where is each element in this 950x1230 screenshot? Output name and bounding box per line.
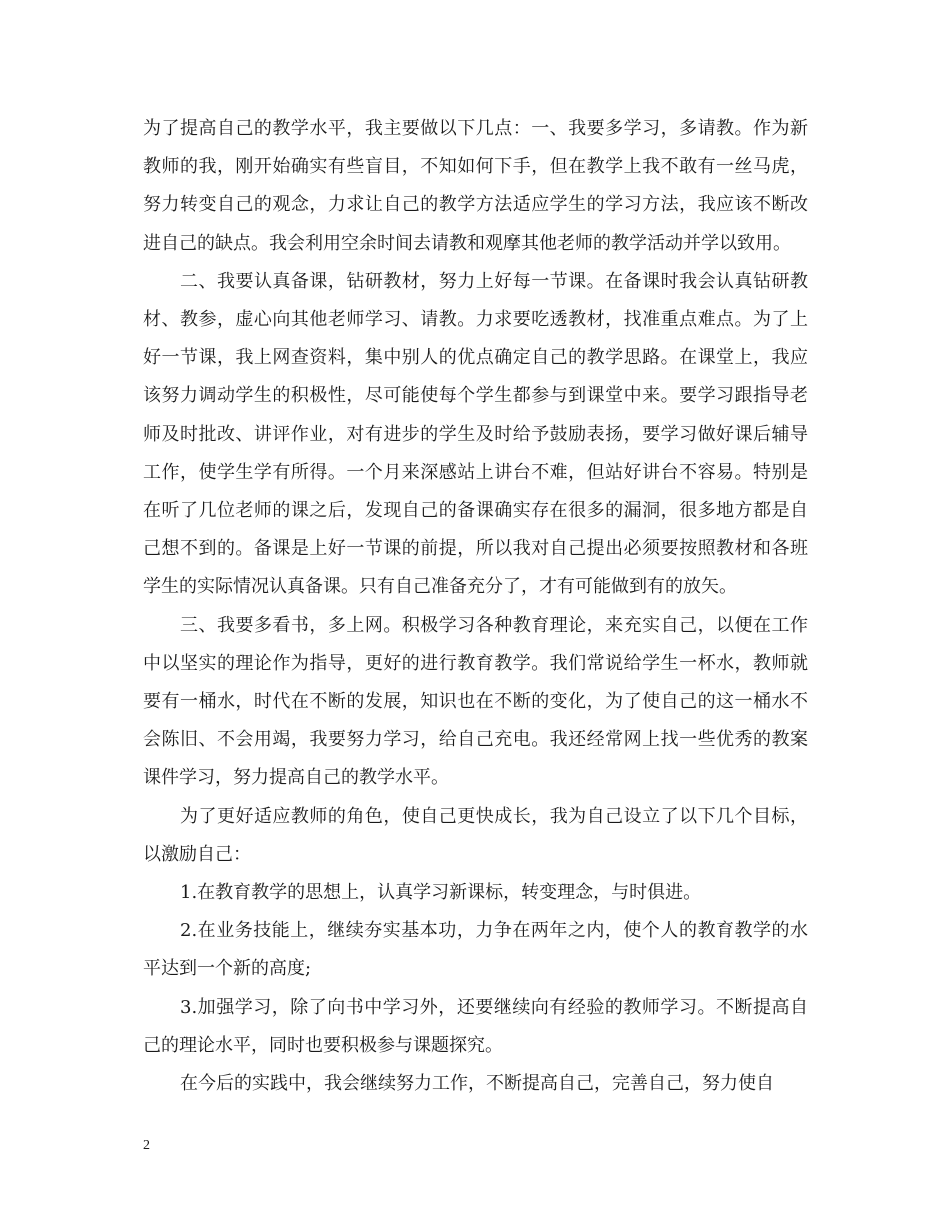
document-body — [143, 110, 808, 1103]
paragraph-study-and-consult: 为了提高自己的教学水平，我主要做以下几点：一、我要多学习，多请教。作为新教师的我，刚开始确实有些盲目，不知如何下手，但在教学上我不敢有一丝马虎，努力转变自己的观念，力求让自己的教学方法适应学生的学习方法，我应该不断改进自己的缺点。我会利用空余时间去请教和观摩其他老师的教学活动并学以致用。 — [143, 118, 808, 254]
page-number: 2 — [143, 1138, 150, 1153]
paragraph-reading-and-internet: 三、我要多看书，多上网。积极学习各种教育理论，来充实自己，以便在工作中以坚实的理论作为指导，更好的进行教育教学。我们常说给学生一杯水，教师就要有一桶水，时代在不断的发展，知识也在不断的变化，为了使自己的这一桶水不会陈旧、不会用竭，我要努力学习，给自己充电。我还经常网上找一些优秀的教案课件学习，努力提高自己的教学水平。 — [143, 614, 808, 789]
goal-item-3: 3.加强学习，除了向书中学习外，还要继续向有经验的教师学习。不断提高自己的理论水平，同时也要积极参与课题探究。 — [143, 996, 808, 1056]
paragraph-closing: 在今后的实践中，我会继续努力工作，不断提高自己，完善自己，努力使自 — [180, 1073, 774, 1095]
goal-item-1: 1.在教育教学的思想上，认真学习新课标，转变理念，与时俱进。 — [180, 882, 702, 904]
goal-item-2: 2.在业务技能上，继续夯实基本功，力争在两年之内，使个人的教育教学的水平达到一个新的高度; — [143, 920, 808, 980]
paragraph-lesson-preparation: 二、我要认真备课，钻研教材，努力上好每一节课。在备课时我会认真钻研教材、教参，虚心向其他老师学习、请教。力求要吃透教材，找准重点难点。为了上好一节课，我上网查资料，集中别人的优点确定自己的教学思路。在课堂上，我应该努力调动学生的积极性，尽可能使每个学生都参与到课堂中来。要学习跟指导老师及时批改、讲评作业，对有进步的学生及时给予鼓励表扬，要学习做好课后辅导工作，使学生学有所得。一个月来深感站上讲台不难，但站好讲台不容易。特别是在听了几位老师的课之后，发现自己的备课确实存在很多的漏洞，很多地方都是自己想不到的。备课是上好一节课的前提，所以我对自己提出必须要按照教材和各班学生的实际情况认真备课。只有自己准备充分了，才有可能做到有的放矢。 — [143, 270, 808, 598]
paragraph-goals-intro: 为了更好适应教师的角色，使自己更快成长，我为自己设立了以下几个目标，以激励自己： — [143, 805, 808, 865]
